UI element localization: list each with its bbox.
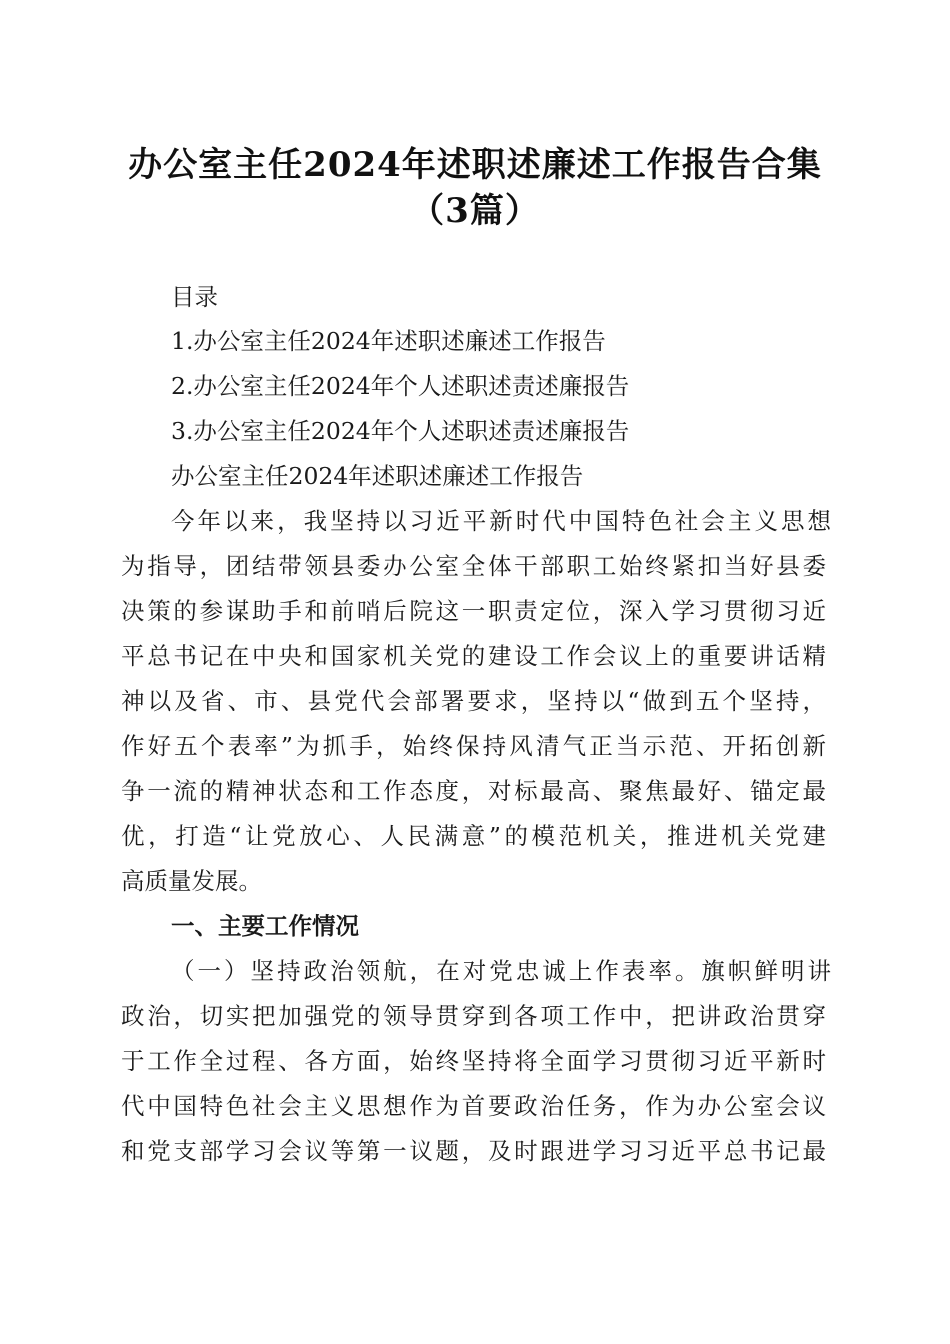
paragraph-line: 政治，切实把加强党的领导贯穿到各项工作中，把讲政治贯穿 [121,1002,826,1030]
paragraph-line: 和党支部学习会议等第一议题，及时跟进学习习近平总书记最 [121,1137,826,1165]
toc-item-2: 2.办公室主任2024年个人述职述责述廉报告 [171,372,630,400]
paragraph-line: 代中国特色社会主义思想作为首要政治任务，作为办公室会议 [121,1092,826,1120]
paragraph-line: 高质量发展。 [121,867,262,895]
paragraph-line: 神以及省、市、县党代会部署要求，坚持以“做到五个坚持， [121,687,826,715]
paragraph-line: 于工作全过程、各方面，始终坚持将全面学习贯彻习近平新时 [121,1047,826,1075]
paragraph-line: 平总书记在中央和国家机关党的建设工作会议上的重要讲话精 [121,642,826,670]
document-title-count: （3篇） [410,191,540,231]
paragraph-line: （一）坚持政治领航，在对党忠诚上作表率。旗帜鲜明讲 [171,957,831,985]
section-heading: 一、主要工作情况 [171,912,359,940]
paragraph-line: 为指导，团结带领县委办公室全体干部职工始终紧扣当好县委 [121,552,826,580]
paragraph-line: 决策的参谋助手和前哨后院这一职责定位，深入学习贯彻习近 [121,597,826,625]
paragraph-line: 优，打造“让党放心、人民满意”的模范机关，推进机关党建 [121,822,826,850]
toc-item-1: 1.办公室主任2024年述职述廉述工作报告 [171,327,606,355]
paragraph-line: 今年以来，我坚持以习近平新时代中国特色社会主义思想 [171,507,831,535]
paragraph-line: 作好五个表率”为抓手，始终保持风清气正当示范、开拓创新 [121,732,826,760]
toc-item-3: 3.办公室主任2024年个人述职述责述廉报告 [171,417,630,445]
paragraph-line: 争一流的精神状态和工作态度，对标最高、聚焦最好、锚定最 [121,777,826,805]
document-title: 办公室主任2024年述职述廉述工作报告合集 [128,145,822,185]
toc-heading: 目录 [171,283,218,311]
article-title: 办公室主任2024年述职述廉述工作报告 [171,462,584,490]
